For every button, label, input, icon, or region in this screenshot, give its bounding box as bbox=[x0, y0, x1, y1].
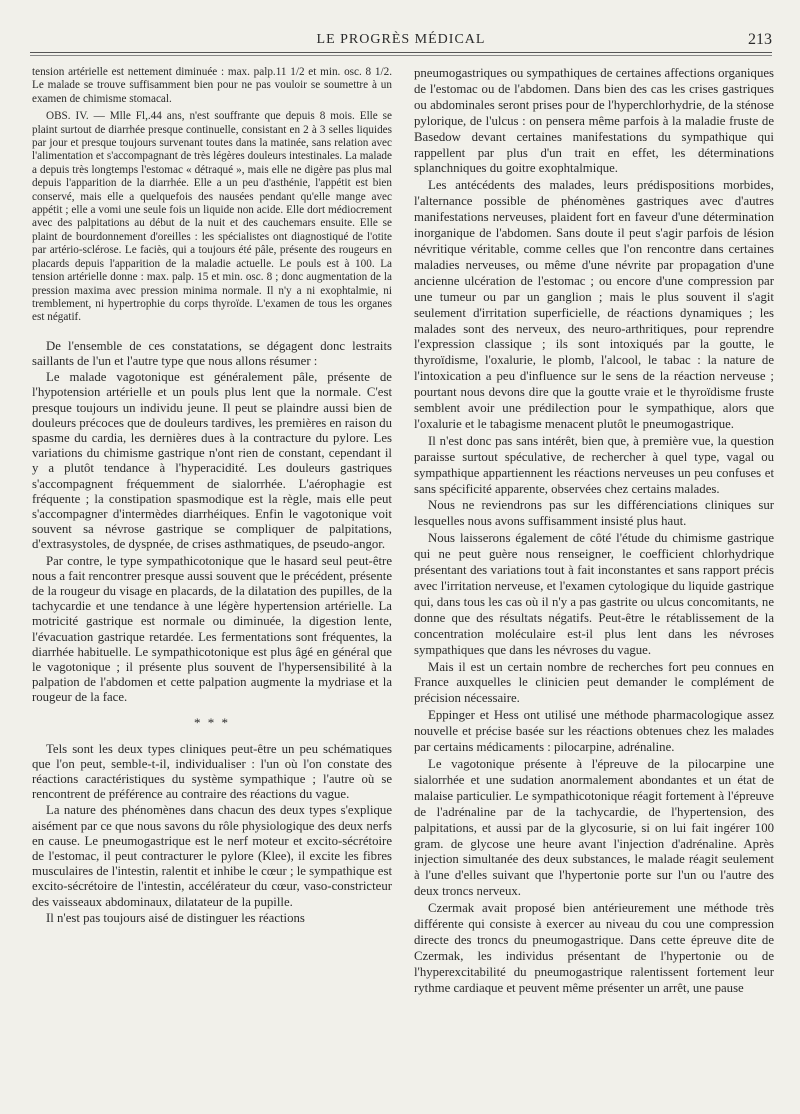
running-header bbox=[30, 28, 772, 50]
paragraph: Czermak avait proposé bien antérieurement une méthode très différente qui consiste à exercer au niveau du cou une compression directe des troncs du pneumogastrique. Dans cette épreuve dite de Czermak, les individus présentant de l'hypertonie ou de l'hyperexcitabilité du pneumogastrique ralentissent fortement leur rythme cardiaque et peuvent même présenter un arrêt, une pause bbox=[414, 901, 774, 995]
paragraph: La nature des phénomènes dans chacun des deux types s'explique aisément par ce que nous savons du rôle physiologique des deux nerfs en cause. Le pneumogastrique est le nerf moteur et excito-sécrétoire de l'estomac, il peut contracturer le pylore (Klee), il excite les fibres musculaires de l'intestin, ralentit et inhibe le cœur ; le sympathique est excito-sécrétoire de l'intestin, accélérateur du cœur, vaso-constricteur des vaisseaux abdominaux, dilatateur de la pupille. bbox=[32, 803, 392, 909]
paragraph: Il n'est pas toujours aisé de distinguer les réactions bbox=[46, 910, 305, 925]
paragraph: Les antécédents des malades, leurs prédispositions morbides, l'alternance possible de phénomènes gastriques avec d'autres manifestations nerveuses, plaident fort en faveur d'une détermination inorganique de l'abdomen. Sans doute il peut s'agir parfois de lésion névritique véritable, comme celles que l'on rencontre dans certaines maladies nerveuses, ou même d'une névrite par propagation d'une ancienne ulcération de l'estomac ; ou encore d'une compression par une tumeur ou par un ganglion ; mais le plus souvent il s'agit seulement d'irritation superficielle, de réactions dynamiques ; les malades sont des nerveux, des neuro-arthritiques, pour reprendre l'expression classique ; ils sont intoxiqués par la goutte, le thyroïdisme, l'oxalurie, le plomb, l'alcool, le tabac : la nature de l'intoxication a peu d'influence sur le sens de la réaction nerveuse ; pourtant nous devons dire que la goutte vraie et le thyroïdisme fruste semblent avoir une prédilection pour le sympathique, alors que l'oxalurie et le tabagisme menacent plutôt le pneumogastrique. bbox=[414, 178, 774, 431]
paragraph: Nous ne reviendrons pas sur les différenciations cliniques sur lesquelles nous avons suffisamment insisté plus haut. bbox=[414, 498, 774, 529]
paragraph: Par contre, le type sympathicotonique que le hasard seul peut-être nous a fait rencontrer presque aussi souvent que le précédent, présente de la rougeur du visage en placards, de la dilatation des pupilles, de la tachycardie et une tendance à une légère hypertension artérielle. La motricité gastrique est normale ou diminuée, la digestion lente, l'évacuation gastrique retardée. Les fermentations sont fréquentes, la diarrhée habituelle. Le sympathicotonique est plus âgé en général que le vagotonique ; il présente plus souvent de l'hypersensibilité à la palpation de l'abdomen et cette palpation augmente la mydriase et la rougeur de la face. bbox=[32, 553, 392, 705]
paragraph: Mais il est un certain nombre de recherches fort peu connues en France auxquelles le clinicien peut demander le complément de précision nécessaire. bbox=[414, 659, 774, 706]
paragraph: Eppinger et Hess ont utilisé une méthode pharmacologique assez nouvelle et précise basée sur les réactions obtenues chez les malades par certains médicaments : pilocarpine, adrénaline. bbox=[414, 708, 774, 755]
paragraph: pneumogastriques ou sympathiques de certaines affections organiques de l'estomac ou de l'abdomen. Dans bien des cas les crises gastriques ou abdominales seront prises pour de l'hyperchlorhydrie, de la sténose pylorique, de l'ulcus : on pensera même parfois à la maladie fruste de Basedow devant certaines manifestations du sympathique qui rappellent par plus d'un trait en effet, les déterminations splanchniques du goitre exophtalmique. bbox=[414, 66, 774, 176]
paragraph: OBS. IV. — Mlle Fl,.44 ans, n'est souffrante que depuis 8 mois. Elle se plaint surtout de diarrhée presque continuelle, consistant en 2 à 3 selles liquides par jour et presque toujours survenant toutes dans la matinée, sans relation avec l'alimentation et s'accompagnant de très légères douleurs intestinales. La malade a depuis très longtemps l'estomac « détraqué », mais elle ne digère pas plus mal depuis l'apparition de la diarrhée. Elle a un peu d'asthénie, l'appétit est bien conservé, mais elle a quelquefois des nausées pendant qu'elle mange avec appétit ; elle a vomi une seule fois un liquide non acide. Elle dort médiocrement avec des palpitations au début de la nuit et des cauchemars ensuite. Elle se plaint de bourdonnement d'oreilles : les spécialistes ont diagnostiqué de l'otite par artério-sclérose. Le faciès, qui a toujours été pâle, présente des rougeurs en placards depuis l'apparition de la maladie actuelle. Le pouls est à 100. La tension artérielle donne : max. palp. 15 et min. osc. 8 ; donc augmentation de la pression maxima avec pression minima normale. Il n'y a ni exophtalmie, ni tremblement, ni hypertrophie du corps thyroïde. L'examen de tous les organes est négatif. bbox=[32, 110, 392, 324]
paragraph: Il n'est donc pas sans intérêt, bien que, à première vue, la question paraisse surtout spéculative, de rechercher à quel type, vagal ou sympathique appartiennent les réactions nerveuses un peu confuses et sans spécificité apparente, observées chez certains malades. bbox=[414, 433, 774, 496]
journal-title: LE PROGRÈS MÉDICAL bbox=[316, 32, 486, 47]
page-number: 213 bbox=[748, 31, 772, 48]
paragraph: tension artérielle est nettement diminuée : max. palp.11 1/2 et min. osc. 8 1/2. Le malade se trouve suffisamment bien pour ne pas vouloir se soumettre à un examen de chimisme stomacal. bbox=[32, 66, 392, 105]
paragraph: Le vagotonique présente à l'épreuve de la pilocarpine une sialorrhée et une sudation anormalement abondantes et un état de malaise particulier. Le sympathicotonique réagit fortement à l'épreuve de l'adrénaline par de la tachycardie, de l'hypertension, des palpitations, et aussi par de la glycosurie, si on lui fait ingérer 100 gram. de glycose une heure avant l'injection d'adrénaline. Après injection simultanée des deux substances, le malade réagit seulement à l'une d'elles suivant que l'hypertonie porte sur l'un ou l'autre des deux troncs nerveux. bbox=[414, 756, 774, 899]
section-separator: * * * bbox=[194, 714, 230, 730]
paragraph: Le malade vagotonique est généralement pâle, présente de l'hypotension artérielle et un pouls plus lent que la normale. C'est presque toujours un individu jeune. Il peut se plaindre aussi bien de douleurs précoces que de douleurs tardives, les premières en raison du spasme du cardia, les dernières dues à la contracture du pylore. Les variations du chimisme gastrique n'ont rien de constant, cependant il y a plutôt tendance à l'hyperacidité. Les douleurs gastriques s'accompagnent fréquemment de sialorrhée. L'aérophagie est fréquente ; la constipation spasmodique est la règle, mais elle peut s'accompagner d'intermèdes diarrhéiques. Enfin le vagotonique voit souvent sa névrose gastrique se compliquer de palpitations, d'extrasystoles, de dyspnée, de crises asthmatiques, de pseudo-angor. bbox=[32, 370, 392, 552]
left-column bbox=[32, 66, 392, 1106]
observation-block bbox=[32, 66, 392, 325]
paragraph: Tels sont les deux types cliniques peut-être un peu schématiques que l'on peut, semble-t-il, individualiser : l'un où l'on constate des réactions caractéristiques du système sympathique ; l'autre où se rencontrent de préférence au contraire des réactions du vague. bbox=[32, 741, 392, 802]
paragraph: De l'ensemble de ces constatations, se dégagent donc lestraits saillants de l'un et l'autre type que nous allons résumer : bbox=[32, 338, 392, 368]
discussion-block bbox=[32, 339, 392, 926]
header-rule-thin bbox=[30, 55, 772, 56]
header-rule bbox=[30, 52, 772, 53]
paragraph: Nous laisserons également de côté l'étude du chimisme gastrique qui ne peut guère nous renseigner, le coefficient chlorhydrique présentant des variations tout à fait inconstantes et sans rapport précis avec l'irritation nerveuse, et l'examen cytologique du liquide gastrique qui, dans tous les cas où il n'y a pas gastrite ou ulcus concomitants, ne donne que des résultats négatifs. Peut-être le rétablissement de la concentration moléculaire est-il plus lent dans les névroses sympathiques que dans les névroses du vague. bbox=[414, 531, 774, 657]
right-column bbox=[414, 66, 774, 1106]
